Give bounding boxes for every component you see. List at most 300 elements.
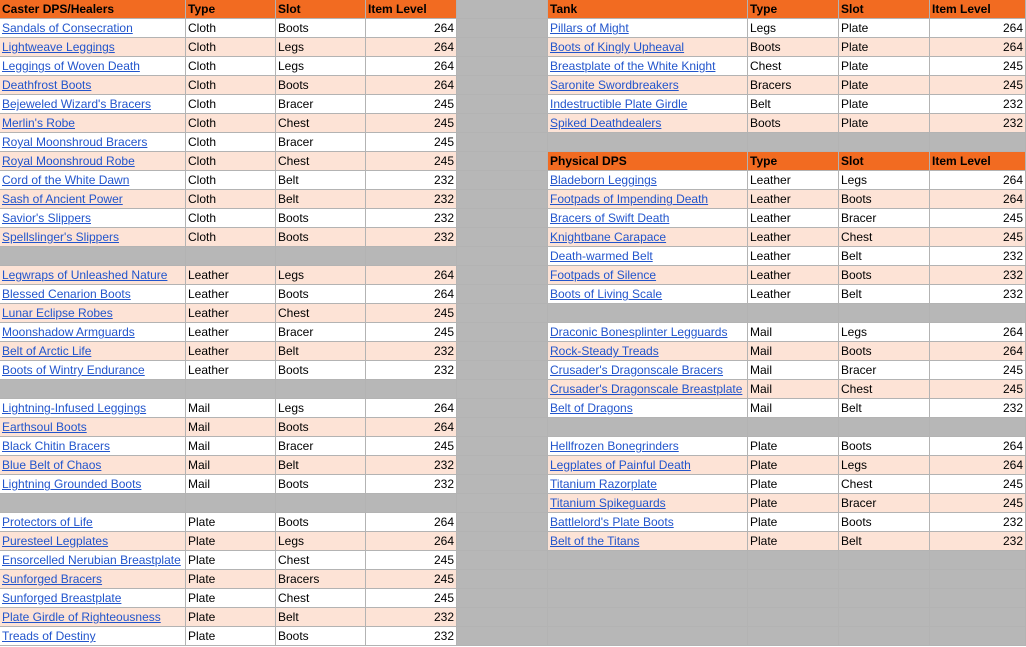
physical-spacer-cell — [548, 418, 748, 437]
caster-item-level: 232 — [366, 171, 457, 190]
caster-item-slot: Boots — [276, 361, 366, 380]
item-link[interactable]: Rock-Steady Treads — [550, 344, 659, 358]
caster-item-type: Cloth — [186, 76, 276, 95]
empty-cell — [930, 627, 1026, 646]
caster-item-level: 245 — [366, 133, 457, 152]
column-separator-cell — [457, 627, 548, 646]
caster-item-name[interactable] — [0, 190, 186, 209]
caster-item-name[interactable] — [0, 570, 186, 589]
item-link[interactable]: Blessed Cenarion Boots — [2, 287, 131, 301]
physical-item-slot: Boots — [839, 190, 930, 209]
physical-item-slot: Chest — [839, 228, 930, 247]
column-separator-cell — [457, 171, 548, 190]
caster-item-name[interactable] — [0, 95, 186, 114]
column-separator-cell — [457, 532, 548, 551]
physical-item-type: Mail — [748, 323, 839, 342]
item-link[interactable]: Royal Moonshroud Robe — [2, 154, 135, 168]
caster-item-level: 232 — [366, 627, 457, 646]
item-link[interactable]: Sandals of Consecration — [2, 21, 133, 35]
physical-item-slot: Chest — [839, 475, 930, 494]
physical-item-slot: Boots — [839, 513, 930, 532]
column-separator-cell — [457, 76, 548, 95]
physical-item-type: Leather — [748, 209, 839, 228]
caster-item-name[interactable] — [0, 323, 186, 342]
item-link[interactable]: Draconic Bonesplinter Legguards — [550, 325, 728, 339]
item-link[interactable]: Boots of Kingly Upheaval — [550, 40, 685, 54]
caster-item-type: Cloth — [186, 57, 276, 76]
caster-item-type: Plate — [186, 627, 276, 646]
column-separator-cell — [457, 342, 548, 361]
caster-item-level: 264 — [366, 399, 457, 418]
caster-item-type: Cloth — [186, 228, 276, 247]
caster-item-type: Plate — [186, 532, 276, 551]
physical-item-type: Mail — [748, 380, 839, 399]
caster-item-level: 264 — [366, 513, 457, 532]
empty-cell — [930, 589, 1026, 608]
physical-spacer-cell — [839, 304, 930, 323]
physical-item-name[interactable] — [548, 247, 748, 266]
caster-header-slot: Slot — [276, 0, 366, 19]
column-separator-cell — [457, 247, 548, 266]
caster-item-name[interactable] — [0, 171, 186, 190]
caster-item-slot: Bracer — [276, 437, 366, 456]
caster-item-level: 245 — [366, 95, 457, 114]
column-separator-cell — [457, 114, 548, 133]
caster-item-name[interactable] — [0, 475, 186, 494]
empty-cell — [930, 608, 1026, 627]
caster-item-slot: Bracer — [276, 95, 366, 114]
column-separator-cell — [457, 589, 548, 608]
tank-item-name[interactable] — [548, 19, 748, 38]
caster-item-type: Leather — [186, 285, 276, 304]
caster-item-slot: Boots — [276, 513, 366, 532]
caster-spacer-cell — [276, 380, 366, 399]
caster-item-slot: Belt — [276, 342, 366, 361]
caster-item-level: 264 — [366, 285, 457, 304]
caster-item-level: 232 — [366, 456, 457, 475]
caster-item-name[interactable] — [0, 38, 186, 57]
column-separator-cell — [457, 380, 548, 399]
caster-item-name[interactable] — [0, 608, 186, 627]
caster-item-type: Cloth — [186, 171, 276, 190]
tank-item-name[interactable] — [548, 57, 748, 76]
item-link[interactable]: Leggings of Woven Death — [2, 59, 140, 73]
column-separator-cell — [457, 513, 548, 532]
physical-spacer-cell — [548, 304, 748, 323]
caster-item-slot: Boots — [276, 19, 366, 38]
item-link[interactable]: Sunforged Bracers — [2, 572, 103, 586]
caster-spacer-cell — [366, 380, 457, 399]
physical-item-level: 245 — [930, 494, 1026, 513]
caster-item-type: Leather — [186, 342, 276, 361]
item-link[interactable]: Saronite Swordbreakers — [550, 78, 679, 92]
caster-item-type: Mail — [186, 456, 276, 475]
item-link[interactable]: Knightbane Carapace — [550, 230, 667, 244]
caster-item-type: Mail — [186, 418, 276, 437]
tank-header-item-level: Item Level — [930, 0, 1026, 19]
empty-cell — [748, 589, 839, 608]
caster-item-level: 245 — [366, 304, 457, 323]
item-link[interactable]: Pillars of Might — [550, 21, 629, 35]
tank-item-name[interactable] — [548, 95, 748, 114]
column-separator-cell — [457, 361, 548, 380]
item-link[interactable]: Footpads of Silence — [550, 268, 657, 282]
item-link[interactable]: Merlin's Robe — [2, 116, 75, 130]
caster-item-slot: Chest — [276, 551, 366, 570]
physical-item-name[interactable] — [548, 532, 748, 551]
column-separator-cell — [457, 494, 548, 513]
caster-item-name[interactable] — [0, 437, 186, 456]
tank-item-slot: Plate — [839, 76, 930, 95]
caster-item-name[interactable] — [0, 532, 186, 551]
physical-item-type: Plate — [748, 475, 839, 494]
item-link[interactable]: Lightweave Leggings — [2, 40, 115, 54]
caster-item-level: 245 — [366, 114, 457, 133]
physical-item-level: 232 — [930, 266, 1026, 285]
physical-item-slot: Boots — [839, 342, 930, 361]
caster-item-slot: Boots — [276, 475, 366, 494]
caster-item-level: 232 — [366, 342, 457, 361]
caster-item-slot: Chest — [276, 589, 366, 608]
caster-item-slot: Legs — [276, 266, 366, 285]
caster-item-type: Plate — [186, 551, 276, 570]
item-link[interactable]: Protectors of Life — [2, 515, 93, 529]
tank-item-level: 245 — [930, 76, 1026, 95]
caster-item-type: Leather — [186, 266, 276, 285]
caster-item-name[interactable] — [0, 304, 186, 323]
physical-item-name[interactable] — [548, 342, 748, 361]
caster-item-type: Plate — [186, 570, 276, 589]
column-separator-cell — [457, 95, 548, 114]
tank-item-level: 232 — [930, 114, 1026, 133]
caster-item-slot: Bracers — [276, 570, 366, 589]
physical-item-level: 264 — [930, 342, 1026, 361]
column-separator-cell — [457, 0, 548, 19]
tank-item-slot: Plate — [839, 19, 930, 38]
tank-item-name[interactable] — [548, 38, 748, 57]
item-link[interactable]: Hellfrozen Bonegrinders — [550, 439, 679, 453]
physical-item-level: 232 — [930, 532, 1026, 551]
caster-item-name[interactable] — [0, 589, 186, 608]
column-separator-cell — [457, 551, 548, 570]
caster-item-type: Plate — [186, 513, 276, 532]
caster-item-slot: Bracer — [276, 323, 366, 342]
item-link[interactable]: Lightning-Infused Leggings — [2, 401, 147, 415]
item-link[interactable]: Crusader's Dragonscale Breastplate — [550, 382, 743, 396]
physical-item-slot: Boots — [839, 437, 930, 456]
caster-item-level: 245 — [366, 570, 457, 589]
caster-item-type: Leather — [186, 361, 276, 380]
column-separator-cell — [457, 475, 548, 494]
caster-item-name[interactable] — [0, 114, 186, 133]
physical-spacer-cell — [930, 304, 1026, 323]
caster-item-name[interactable] — [0, 399, 186, 418]
tank-item-type: Boots — [748, 38, 839, 57]
physical-item-name[interactable] — [548, 380, 748, 399]
physical-header-name: Physical DPS — [548, 152, 748, 171]
item-link[interactable]: Death-warmed Belt — [550, 249, 653, 263]
item-link[interactable]: Legplates of Painful Death — [550, 458, 691, 472]
tank-item-name[interactable] — [548, 114, 748, 133]
physical-item-type: Leather — [748, 190, 839, 209]
caster-spacer-cell — [186, 247, 276, 266]
column-separator-cell — [457, 608, 548, 627]
caster-item-level: 264 — [366, 38, 457, 57]
physical-item-name[interactable] — [548, 437, 748, 456]
physical-item-level: 232 — [930, 247, 1026, 266]
caster-item-level: 264 — [366, 76, 457, 95]
caster-item-name[interactable] — [0, 627, 186, 646]
empty-cell — [548, 589, 748, 608]
physical-item-level: 245 — [930, 380, 1026, 399]
column-separator-cell — [457, 19, 548, 38]
caster-item-type: Cloth — [186, 114, 276, 133]
empty-cell — [839, 551, 930, 570]
caster-item-name[interactable] — [0, 266, 186, 285]
caster-item-name[interactable] — [0, 551, 186, 570]
caster-item-name[interactable] — [0, 418, 186, 437]
empty-cell — [548, 627, 748, 646]
physical-item-slot: Bracer — [839, 494, 930, 513]
physical-item-type: Mail — [748, 342, 839, 361]
empty-cell — [930, 570, 1026, 589]
physical-item-name[interactable] — [548, 171, 748, 190]
caster-item-slot: Bracer — [276, 133, 366, 152]
item-link[interactable]: Deathfrost Boots — [2, 78, 92, 92]
item-link[interactable]: Spellslinger's Slippers — [2, 230, 120, 244]
column-separator-cell — [457, 285, 548, 304]
tank-item-level: 264 — [930, 38, 1026, 57]
tank-header-name: Tank — [548, 0, 748, 19]
physical-item-type: Plate — [748, 532, 839, 551]
physical-item-level: 232 — [930, 399, 1026, 418]
item-link[interactable]: Footpads of Impending Death — [550, 192, 709, 206]
physical-item-name[interactable] — [548, 323, 748, 342]
physical-item-type: Leather — [748, 247, 839, 266]
caster-item-slot: Chest — [276, 304, 366, 323]
empty-cell — [839, 608, 930, 627]
caster-item-name[interactable] — [0, 209, 186, 228]
physical-header-item-level: Item Level — [930, 152, 1026, 171]
tank-item-type: Belt — [748, 95, 839, 114]
caster-item-slot: Boots — [276, 285, 366, 304]
item-link[interactable]: Titanium Razorplate — [550, 477, 657, 491]
caster-item-level: 232 — [366, 608, 457, 627]
item-link[interactable]: Bejeweled Wizard's Bracers — [2, 97, 152, 111]
caster-item-name[interactable] — [0, 285, 186, 304]
item-link[interactable]: Bracers of Swift Death — [550, 211, 670, 225]
item-link[interactable]: Blue Belt of Chaos — [2, 458, 102, 472]
caster-spacer-cell — [366, 494, 457, 513]
empty-cell — [548, 551, 748, 570]
item-link[interactable]: Royal Moonshroud Bracers — [2, 135, 148, 149]
item-link[interactable]: Lightning Grounded Boots — [2, 477, 142, 491]
caster-spacer-cell — [366, 247, 457, 266]
caster-item-name[interactable] — [0, 361, 186, 380]
item-link[interactable]: Breastplate of the White Knight — [550, 59, 716, 73]
item-link[interactable]: Earthsoul Boots — [2, 420, 87, 434]
caster-item-type: Cloth — [186, 95, 276, 114]
column-separator-cell — [457, 456, 548, 475]
section-spacer-cell — [839, 133, 930, 152]
physical-item-name[interactable] — [548, 399, 748, 418]
caster-item-name[interactable] — [0, 228, 186, 247]
physical-item-name[interactable] — [548, 513, 748, 532]
caster-item-slot: Boots — [276, 627, 366, 646]
caster-item-slot: Belt — [276, 190, 366, 209]
caster-item-slot: Boots — [276, 76, 366, 95]
caster-item-level: 264 — [366, 532, 457, 551]
physical-item-level: 245 — [930, 475, 1026, 494]
caster-item-name[interactable] — [0, 19, 186, 38]
caster-item-type: Cloth — [186, 209, 276, 228]
caster-spacer-cell — [276, 494, 366, 513]
physical-item-slot: Belt — [839, 247, 930, 266]
caster-item-slot: Boots — [276, 228, 366, 247]
physical-spacer-cell — [748, 304, 839, 323]
physical-item-name[interactable] — [548, 285, 748, 304]
physical-item-name[interactable] — [548, 190, 748, 209]
item-link[interactable]: Belt of Arctic Life — [2, 344, 92, 358]
section-spacer-cell — [748, 133, 839, 152]
caster-item-level: 232 — [366, 228, 457, 247]
physical-item-slot: Chest — [839, 380, 930, 399]
caster-item-type: Cloth — [186, 133, 276, 152]
column-separator-cell — [457, 437, 548, 456]
physical-item-name[interactable] — [548, 209, 748, 228]
column-separator-cell — [457, 266, 548, 285]
caster-item-name[interactable] — [0, 342, 186, 361]
caster-item-level: 245 — [366, 589, 457, 608]
caster-header-item-level: Item Level — [366, 0, 457, 19]
tank-header-slot: Slot — [839, 0, 930, 19]
column-separator-cell — [457, 228, 548, 247]
item-link[interactable]: Cord of the White Dawn — [2, 173, 130, 187]
column-separator-cell — [457, 57, 548, 76]
item-link[interactable]: Treads of Destiny — [2, 629, 96, 643]
caster-item-level: 232 — [366, 475, 457, 494]
column-separator-cell — [457, 323, 548, 342]
item-link[interactable]: Crusader's Dragonscale Bracers — [550, 363, 724, 377]
physical-item-level: 264 — [930, 323, 1026, 342]
column-separator-cell — [457, 209, 548, 228]
caster-item-name[interactable] — [0, 76, 186, 95]
item-link[interactable]: Battlelord's Plate Boots — [550, 515, 674, 529]
empty-cell — [839, 627, 930, 646]
column-separator-cell — [457, 190, 548, 209]
physical-item-slot: Belt — [839, 532, 930, 551]
item-link[interactable]: Titanium Spikeguards — [550, 496, 666, 510]
caster-item-slot: Chest — [276, 114, 366, 133]
item-link[interactable]: Spiked Deathdealers — [550, 116, 662, 130]
item-link[interactable]: Boots of Living Scale — [550, 287, 663, 301]
caster-item-type: Leather — [186, 323, 276, 342]
item-link[interactable]: Lunar Eclipse Robes — [2, 306, 113, 320]
physical-item-slot: Boots — [839, 266, 930, 285]
tank-item-type: Legs — [748, 19, 839, 38]
physical-spacer-cell — [930, 418, 1026, 437]
physical-item-type: Plate — [748, 494, 839, 513]
item-link[interactable]: Belt of Dragons — [550, 401, 633, 415]
physical-item-name[interactable] — [548, 475, 748, 494]
physical-item-slot: Legs — [839, 171, 930, 190]
caster-item-name[interactable] — [0, 133, 186, 152]
caster-item-type: Cloth — [186, 152, 276, 171]
caster-item-type: Leather — [186, 304, 276, 323]
caster-item-name[interactable] — [0, 152, 186, 171]
caster-spacer-cell — [186, 380, 276, 399]
column-separator-cell — [457, 38, 548, 57]
item-link[interactable]: Black Chitin Bracers — [2, 439, 111, 453]
caster-header-name: Caster DPS/Healers — [0, 0, 186, 19]
caster-spacer-cell — [0, 247, 186, 266]
caster-item-name[interactable] — [0, 456, 186, 475]
empty-cell — [839, 570, 930, 589]
item-link[interactable]: Boots of Wintry Endurance — [2, 363, 145, 377]
caster-item-type: Mail — [186, 475, 276, 494]
tank-item-level: 232 — [930, 95, 1026, 114]
item-link[interactable]: Moonshadow Armguards — [2, 325, 135, 339]
caster-item-type: Mail — [186, 437, 276, 456]
caster-item-slot: Boots — [276, 418, 366, 437]
physical-item-name[interactable] — [548, 228, 748, 247]
physical-item-name[interactable] — [548, 456, 748, 475]
caster-item-slot: Legs — [276, 399, 366, 418]
item-link[interactable]: Ensorcelled Nerubian Breastplate — [2, 553, 181, 567]
caster-item-name[interactable] — [0, 57, 186, 76]
item-link[interactable]: Plate Girdle of Righteousness — [2, 610, 161, 624]
item-link[interactable]: Belt of the Titans — [550, 534, 640, 548]
physical-item-slot: Belt — [839, 285, 930, 304]
empty-cell — [548, 570, 748, 589]
tank-header-type: Type — [748, 0, 839, 19]
physical-item-slot: Bracer — [839, 361, 930, 380]
item-link[interactable]: Legwraps of Unleashed Nature — [2, 268, 168, 282]
physical-item-type: Leather — [748, 171, 839, 190]
item-link[interactable]: Indestructible Plate Girdle — [550, 97, 688, 111]
physical-item-type: Plate — [748, 456, 839, 475]
tank-item-slot: Plate — [839, 95, 930, 114]
caster-item-name[interactable] — [0, 513, 186, 532]
item-link[interactable]: Puresteel Legplates — [2, 534, 109, 548]
caster-item-type: Cloth — [186, 19, 276, 38]
physical-item-name[interactable] — [548, 494, 748, 513]
physical-item-name[interactable] — [548, 361, 748, 380]
physical-header-type: Type — [748, 152, 839, 171]
caster-item-level: 264 — [366, 19, 457, 38]
caster-spacer-cell — [186, 494, 276, 513]
physical-item-level: 264 — [930, 190, 1026, 209]
physical-item-type: Mail — [748, 361, 839, 380]
column-separator-cell — [457, 570, 548, 589]
physical-item-slot: Belt — [839, 399, 930, 418]
item-link[interactable]: Sash of Ancient Power — [2, 192, 123, 206]
tank-item-name[interactable] — [548, 76, 748, 95]
caster-item-type: Mail — [186, 399, 276, 418]
item-link[interactable]: Bladeborn Leggings — [550, 173, 657, 187]
item-link[interactable]: Sunforged Breastplate — [2, 591, 122, 605]
empty-cell — [839, 589, 930, 608]
caster-item-slot: Chest — [276, 152, 366, 171]
caster-item-slot: Boots — [276, 209, 366, 228]
caster-header-type: Type — [186, 0, 276, 19]
caster-spacer-cell — [0, 380, 186, 399]
item-link[interactable]: Savior's Slippers — [2, 211, 91, 225]
caster-item-level: 264 — [366, 266, 457, 285]
physical-header-slot: Slot — [839, 152, 930, 171]
physical-item-name[interactable] — [548, 266, 748, 285]
physical-item-level: 264 — [930, 171, 1026, 190]
